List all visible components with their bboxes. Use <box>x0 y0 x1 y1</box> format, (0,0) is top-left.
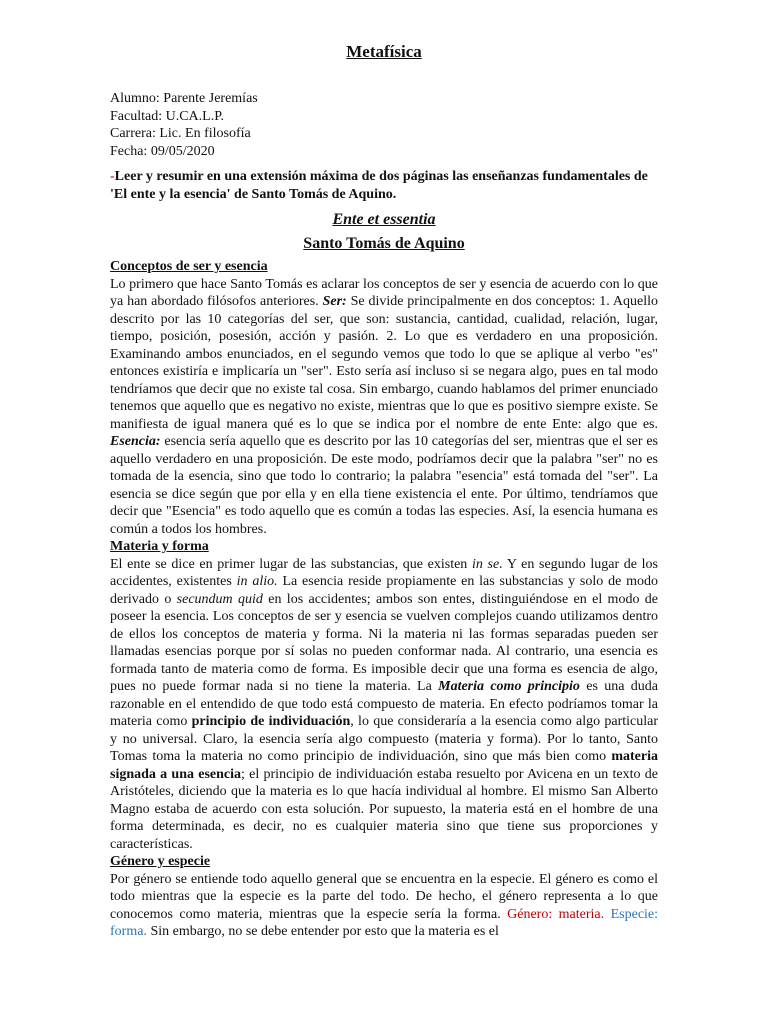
term-esencia: Esencia: <box>110 434 161 449</box>
term-in-alio: in alio. <box>236 574 278 589</box>
assignment-instruction <box>110 168 658 203</box>
text-run: en los accidentes; ambos son entes, distinguiéndose en el modo de poseer la esencia. Los conceptos de ser y esencia se vuelven complejos cuando utilizamos dentro de ellos los conceptos de materia y forma. Ni la materia ni las formas separadas pueden ser llamadas esencias porque por sí solas no pueden conformar nada. Al contrario, una esencia es formada tanto de materia como de forma. Es imposible decir que una forma es esencia de algo, pues no puede formar nada si no tiene la materia. La <box>110 591 658 694</box>
text-run: La esencia reside propiamente en las substancias y solo de modo derivado o <box>110 574 658 607</box>
student-line: Alumno: Parente Jeremías <box>110 91 258 106</box>
paragraph-ser-esencia <box>110 276 658 539</box>
section-heading-ser-esencia: Conceptos de ser y esencia <box>110 259 268 274</box>
work-author: Santo Tomás de Aquino <box>303 235 465 252</box>
text-run: Se divide principalmente en dos conceptos: 1. Aquello descrito por las 10 categorías del ser, que son: sustancia, cantidad, cualidad, relación, lugar, tiempo, posición, posesión, acción y pasión. 2. Lo que es verdadero en una proposición. Examinando ambos enunciados, en el segundo vemos que todo lo que se aplique al verbo "es" entonces existiría e implicaría un "ser". Esto sería así incluso si se negara algo, pues en tal modo tendríamos que decir que no existe tal cosa. Sin embargo, cuando hablamos del primer enunciado tenemos que aquello que es negativo no existe, mientras que lo que es positivo siempre existe. Se manifiesta de igual manera qué es lo que se indica por el nombre de ente Ente: algo que es. <box>110 294 658 432</box>
section-heading-materia-forma: Materia y forma <box>110 539 209 554</box>
text-run: es una duda razonable en el entendido de que todo está compuesto de materia. En efecto podríamos tomar la materia como <box>110 679 658 729</box>
work-title: Ente et essentia <box>332 211 436 228</box>
instruction-text: Leer y resumir en una extensión máxima de dos páginas las enseñanzas fundamentales de 'El ente y la esencia' de Santo Tomás de Aquino. <box>110 169 648 202</box>
faculty-line: Facultad: U.CA.L.P. <box>110 108 224 124</box>
date-line: Fecha: 09/05/2020 <box>110 143 215 159</box>
term-secundum-quid: secundum quid <box>176 591 263 607</box>
text-run: , lo que consideraría a la esencia como algo particular y no universal. Claro, la esencia sería algo compuesto (materia y forma). Por lo tanto, Santo Tomas toma la materia no como principio de individuación, sino que más bien como <box>110 714 658 764</box>
document-title: Metafísica <box>346 42 422 61</box>
instruction-dash: - <box>110 169 115 184</box>
paragraph-genero-especie <box>110 871 658 941</box>
text-run: El ente se dice en primer lugar de las substancias, que existen <box>110 556 472 572</box>
term-principio-individuacion: principio de individuación <box>191 714 351 729</box>
highlight-especie-forma: Especie: forma. <box>110 906 659 939</box>
text-run: Y en segundo lugar de los accidentes, existentes <box>110 556 659 589</box>
text-run: Sin embargo, no se debe entender por esto que la materia es el <box>146 924 499 939</box>
career-line: Carrera: Lic. En filosofía <box>110 126 251 141</box>
text-run: Por género se entiende todo aquello general que se encuentra en la especie. El género es como el todo mientras que la especie es la parte del todo. De hecho, el género representa a lo que conocemos como materia, mientras que la especie sería la forma. <box>110 871 658 922</box>
term-ser: Ser: <box>322 294 347 309</box>
section-heading-genero-especie: Género y especie <box>110 854 211 869</box>
term-materia-principio: Materia como principio <box>438 679 580 694</box>
text-run: esencia sería aquello que es descrito por las 10 categorías del ser, mientras que el ser es aquello verdadero en una proposición. De este modo, podríamos decir que la palabra "ser" no es tomada de la esencia, sino que todo lo contrario; la palabra "esencia" está tomada del "ser". La esencia se dice según que por ella y en ella tiene existencia el ente. Por último, tendríamos que decir que "Esencia" es todo aquello que es común a todas las especies. Así, la esencia humana es común a todos los hombres. <box>110 434 658 537</box>
term-in-se: in se. <box>471 556 503 572</box>
term-materia-signada: materia signada a una esencia <box>110 749 658 782</box>
text-run: ; el principio de individuación estaba resuelto por Avicena en un texto de Aristóteles, diciendo que la materia es lo que hacía individual al hombre. El mismo San Alberto Magno estaba de acuerdo con esta solución. Por supuesto, la materia está en el hombre de una forma determinada, es decir, no es cualquier materia sino que tiene sus proporciones y características. <box>110 766 659 852</box>
highlight-genero-materia: Género: materia. <box>507 906 605 922</box>
text-run: Lo primero que hace Santo Tomás es aclarar los conceptos de ser y esencia de acuerdo con lo que ya han abordado filósofos anteriores. <box>110 276 658 309</box>
document-page <box>110 40 658 941</box>
paragraph-materia-forma <box>110 556 658 854</box>
